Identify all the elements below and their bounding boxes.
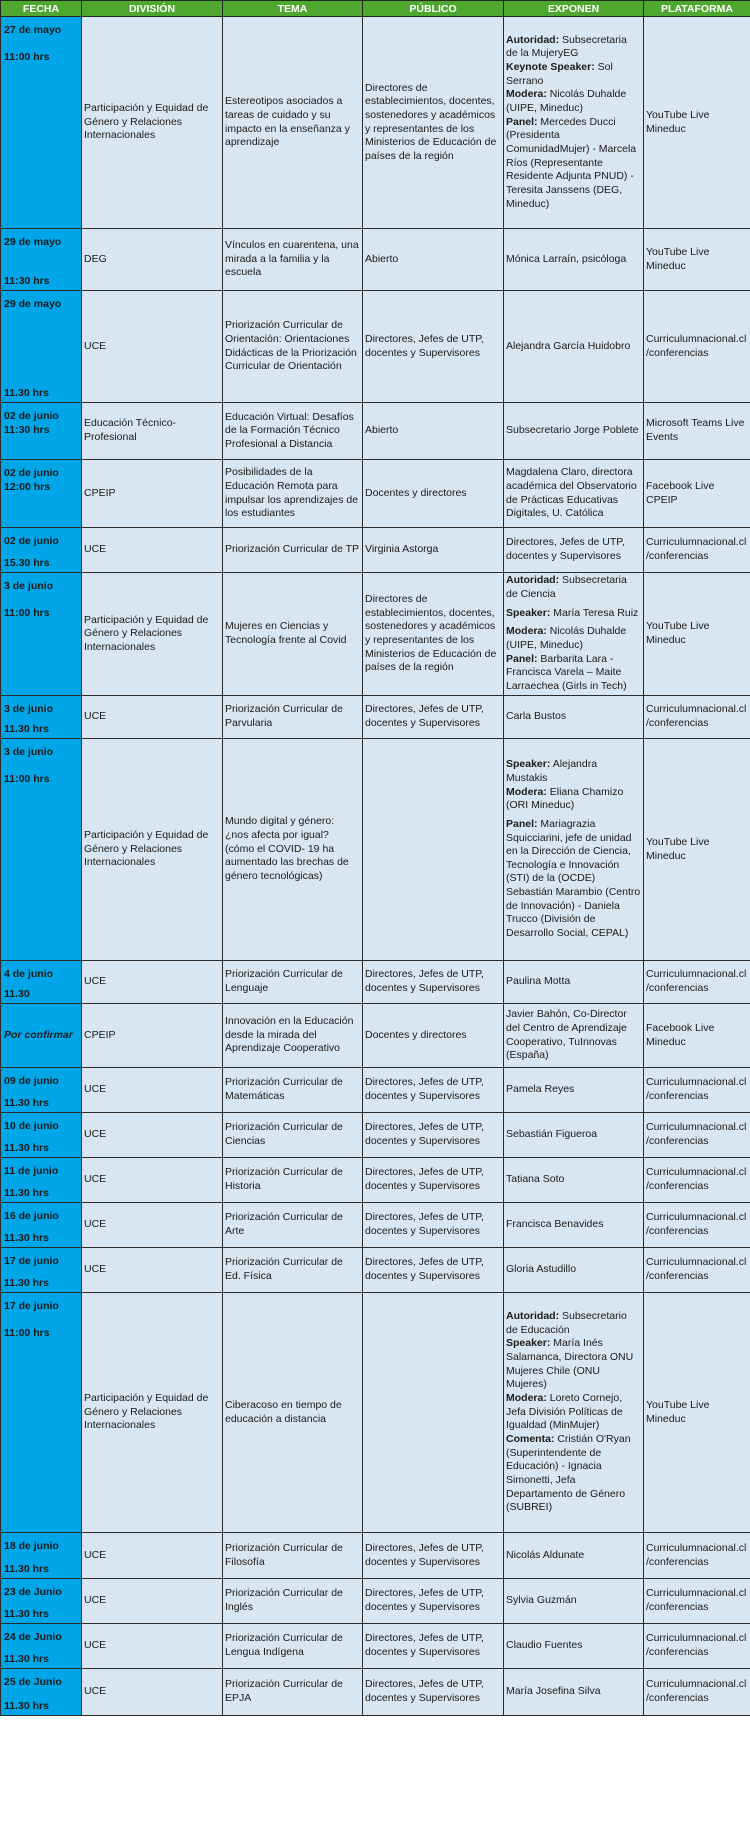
publico-cell: Directores, Jefes de UTP, docentes y Supervisores: [363, 1533, 504, 1579]
event-time: 11.30 hrs: [4, 1563, 49, 1576]
event-date: Por confirmar: [4, 1028, 73, 1041]
table-row: [1, 229, 750, 291]
publico-cell: Directores, Jefes de UTP, docentes y Supervisores: [363, 1579, 504, 1624]
plataforma-cell: Curriculumnacional.cl /conferencias: [644, 1203, 750, 1248]
plataforma-cell: Curriculumnacional.cl /conferencias: [644, 1248, 750, 1293]
speaker-line: [506, 61, 641, 88]
speaker-line: [506, 88, 641, 115]
fecha-cell: [1, 291, 82, 403]
speaker-line: [506, 1549, 641, 1563]
speaker-line: [506, 1008, 641, 1063]
fecha-cell: [1, 403, 82, 460]
speaker-name: Subsecretario Jorge Poblete: [506, 424, 639, 437]
speaker-line: [506, 253, 641, 267]
speaker-name: Magdalena Claro, directora académica del Observatorio de Prácticas Educativas Digitales, U. Católica: [506, 466, 637, 520]
division-cell: Participación y Equidad de Género y Relaciones Internacionales: [82, 1293, 223, 1533]
plataforma-cell: Microsoft Teams Live Events: [644, 403, 750, 460]
speaker-line: [506, 574, 641, 601]
publico-cell: Directores de establecimientos, docentes, sostenedores y académicos y representantes de los Ministerios de Educación de países de la región: [363, 17, 504, 229]
event-time: 11:30 hrs: [4, 275, 50, 288]
event-time: 11.30 hrs: [4, 1653, 49, 1666]
division-cell: CPEIP: [82, 1004, 223, 1068]
speaker-role: Panel:: [506, 817, 538, 830]
speaker-role: Speaker:: [506, 1337, 551, 1350]
publico-cell: Directores, Jefes de UTP, docentes y Supervisores: [363, 1158, 504, 1203]
exponen-cell: [504, 1624, 644, 1669]
plataforma-cell: Facebook Live CPEIP: [644, 460, 750, 528]
exponen-cell: [504, 961, 644, 1004]
event-date: 11 de junio: [4, 1165, 59, 1177]
table-row: [1, 573, 750, 696]
tema-cell: Ciberacoso en tiempo de educación a distancia: [223, 1293, 363, 1533]
division-cell: UCE: [82, 1624, 223, 1669]
event-time: 15.30 hrs: [4, 557, 50, 570]
division-cell: DEG: [82, 229, 223, 291]
speaker-role: Comenta:: [506, 1432, 555, 1445]
division-cell: UCE: [82, 1248, 223, 1293]
speaker-role: Speaker:: [506, 606, 551, 619]
speaker-line: [506, 116, 641, 211]
header-exponen: EXPONEN: [504, 1, 644, 17]
speaker-name: Javier Bahón, Co-Director del Centro de Aprendizaje Cooperativo, TuInnovas (España): [506, 1008, 627, 1062]
speaker-role: Keynote Speaker:: [506, 61, 595, 74]
plataforma-cell: Curriculumnacional.cl /conferencias: [644, 1158, 750, 1203]
tema-cell: Priorización Curricular de Orientación: Orientaciones Didácticas de la Priorización Curricular de Orientación: [223, 291, 363, 403]
division-cell: Participación y Equidad de Género y Relaciones Internacionales: [82, 17, 223, 229]
exponen-cell: [504, 1158, 644, 1203]
event-time: 11:00 hrs: [4, 607, 50, 619]
plataforma-cell: YouTube Live Mineduc: [644, 739, 750, 961]
speaker-name: Alejandra García Huidobro: [506, 339, 631, 352]
event-time: 11.30 hrs: [4, 1187, 49, 1200]
speaker-line: [506, 1310, 641, 1337]
plataforma-cell: Curriculumnacional.cl /conferencias: [644, 291, 750, 403]
speaker-line: [506, 653, 641, 694]
plataforma-cell: Curriculumnacional.cl /conferencias: [644, 1669, 750, 1716]
publico-cell: Docentes y directores: [363, 460, 504, 528]
speaker-name: Mercedes Ducci (Presidenta ComunidadMujer) - Marcela Ríos (Representante Residente Adjunta PNUD) - Teresita Janssens (DEG, Mineduc): [506, 115, 637, 210]
speaker-line: [506, 466, 641, 521]
plataforma-cell: YouTube Live Mineduc: [644, 573, 750, 696]
table-row: [1, 1203, 750, 1248]
plataforma-cell: Curriculumnacional.cl /conferencias: [644, 528, 750, 573]
tema-cell: Innovación en la Educación desde la mirada del Aprendizaje Cooperativo: [223, 1004, 363, 1068]
exponen-cell: [504, 1068, 644, 1113]
event-time: 11.30 hrs: [4, 1608, 49, 1621]
header-division: DIVISIÓN: [82, 1, 223, 17]
table-row: [1, 528, 750, 573]
speaker-name: Sebastián Figueroa: [506, 1128, 598, 1141]
exponen-cell: [504, 528, 644, 573]
publico-cell: Directores, Jefes de UTP, docentes y Supervisores: [363, 1669, 504, 1716]
publico-cell: Abierto: [363, 229, 504, 291]
tema-cell: Priorización Curricular de Parvularia: [223, 696, 363, 739]
table-row: [1, 739, 750, 961]
division-cell: CPEIP: [82, 460, 223, 528]
event-date: 3 de junio: [4, 580, 54, 592]
speaker-line: [506, 1218, 641, 1232]
speaker-name: Loreto Cornejo, Jefa División Políticas de Igualdad (MinMujer): [506, 1392, 623, 1432]
fecha-cell: [1, 1248, 82, 1293]
plataforma-cell: Facebook Live Mineduc: [644, 1004, 750, 1068]
event-date: 09 de junio: [4, 1075, 59, 1087]
publico-cell: Directores, Jefes de UTP, docentes y Supervisores: [363, 1203, 504, 1248]
table-row: [1, 1113, 750, 1158]
division-cell: Participación y Equidad de Género y Relaciones Internacionales: [82, 739, 223, 961]
speaker-name: Directores, Jefes de UTP, docentes y Supervisores: [506, 536, 625, 562]
tema-cell: Mundo digital y género: ¿nos afecta por igual? (cómo el COVID- 19 ha aumentado las brechas de género tecnológicas): [223, 739, 363, 961]
event-time: 11:00 hrs: [4, 51, 50, 63]
exponen-cell: [504, 739, 644, 961]
event-date: 27 de mayo: [4, 24, 62, 36]
tema-cell: Priorización Curricular de EPJA: [223, 1669, 363, 1716]
event-date: 25 de Junio: [4, 1676, 62, 1688]
publico-cell: Directores de establecimientos, docentes, sostenedores y académicos y representantes de los Ministerios de Educación de países de la región: [363, 573, 504, 696]
speaker-line: [506, 1083, 641, 1097]
speaker-name: Nicolás Aldunate: [506, 1548, 585, 1561]
publico-cell: Directores, Jefes de UTP, docentes y Supervisores: [363, 1113, 504, 1158]
table-row: [1, 291, 750, 403]
speaker-name: María Teresa Ruiz: [550, 606, 639, 619]
fecha-cell: [1, 460, 82, 528]
event-time: 11.30: [4, 988, 30, 1001]
publico-cell: Directores, Jefes de UTP, docentes y Supervisores: [363, 291, 504, 403]
tema-cell: Posibilidades de la Educación Remota para impulsar los aprendizajes de los estudiantes: [223, 460, 363, 528]
speaker-role: Panel:: [506, 652, 538, 665]
speaker-name: Francisca Benavides: [506, 1218, 604, 1231]
table-row: [1, 460, 750, 528]
publico-cell: Directores, Jefes de UTP, docentes y Supervisores: [363, 1068, 504, 1113]
tema-cell: Priorización Curricular de Lengua Indígena: [223, 1624, 363, 1669]
plataforma-cell: Curriculumnacional.cl /conferencias: [644, 1624, 750, 1669]
header-fecha: FECHA: [1, 1, 82, 17]
fecha-cell: [1, 739, 82, 961]
fecha-cell: [1, 1158, 82, 1203]
plataforma-cell: Curriculumnacional.cl /conferencias: [644, 1113, 750, 1158]
event-time: 11.30 hrs: [4, 1700, 49, 1713]
exponen-cell: [504, 1579, 644, 1624]
publico-cell: Abierto: [363, 403, 504, 460]
event-date: 3 de junio: [4, 703, 54, 715]
division-cell: UCE: [82, 1068, 223, 1113]
table-row: [1, 696, 750, 739]
speaker-line: [506, 424, 641, 438]
speaker-name: Claudio Fuentes: [506, 1639, 583, 1652]
header-plataforma: PLATAFORMA: [644, 1, 750, 17]
plataforma-cell: YouTube Live Mineduc: [644, 229, 750, 291]
event-time: 12:00 hrs: [4, 481, 51, 493]
division-cell: Participación y Equidad de Género y Relaciones Internacionales: [82, 573, 223, 696]
fecha-cell: [1, 17, 82, 229]
plataforma-cell: Curriculumnacional.cl /conferencias: [644, 961, 750, 1004]
exponen-cell: [504, 403, 644, 460]
table-row: [1, 1293, 750, 1533]
table-row: [1, 1158, 750, 1203]
speaker-line: [506, 1594, 641, 1608]
publico-cell: Directores, Jefes de UTP, docentes y Supervisores: [363, 696, 504, 739]
tema-cell: Priorización Curricular de Ed. Física: [223, 1248, 363, 1293]
speaker-role: Autoridad:: [506, 574, 560, 587]
speaker-line: [506, 1337, 641, 1392]
fecha-cell: [1, 1113, 82, 1158]
publico-cell: [363, 1293, 504, 1533]
speaker-line: [506, 758, 641, 785]
speaker-name: María Inés Salamanca, Directora ONU Mujeres Chile (ONU Mujeres): [506, 1337, 634, 1391]
exponen-cell: [504, 291, 644, 403]
speaker-role: Modera:: [506, 625, 547, 638]
speaker-name: Barbarita Lara - Francisca Varela – Maite Larraechea (Girls in Tech): [506, 652, 627, 692]
speaker-line: [506, 1685, 641, 1699]
fecha-cell: [1, 1624, 82, 1669]
table-row: [1, 1669, 750, 1716]
fecha-cell: [1, 528, 82, 573]
division-cell: Educación Técnico-Profesional: [82, 403, 223, 460]
exponen-cell: [504, 460, 644, 528]
publico-cell: Directores, Jefes de UTP, docentes y Supervisores: [363, 961, 504, 1004]
speaker-name: Subsecretario de Educación: [506, 1310, 627, 1336]
fecha-cell: [1, 229, 82, 291]
fecha-cell: [1, 573, 82, 696]
fecha-cell: [1, 1203, 82, 1248]
event-date: 17 de junio: [4, 1300, 59, 1312]
event-date: 23 de Junio: [4, 1586, 62, 1598]
table-row: [1, 1533, 750, 1579]
event-date: 02 de junio: [4, 467, 59, 479]
event-date: 02 de junio: [4, 410, 59, 422]
publico-cell: Directores, Jefes de UTP, docentes y Supervisores: [363, 1248, 504, 1293]
tema-cell: Estereotipos asociados a tareas de cuidado y su impacto en la enseñanza y aprendizaje: [223, 17, 363, 229]
event-time: 11.30 hrs: [4, 1142, 49, 1155]
table-row: [1, 1004, 750, 1068]
publico-cell: Virginia Astorga: [363, 528, 504, 573]
fecha-cell: [1, 1533, 82, 1579]
table-row: [1, 1068, 750, 1113]
speaker-name: Gloria Astudillo: [506, 1263, 577, 1276]
speaker-name: Cristián O'Ryan (Superintendente de Educación) - Ignacia Simonetti, Jefa Departamento de Género (SUBREI): [506, 1432, 631, 1514]
exponen-cell: [504, 1113, 644, 1158]
event-time: 11.30 hrs: [4, 387, 49, 400]
speaker-line: [506, 536, 641, 563]
speaker-line: [506, 625, 641, 652]
speaker-role: Modera:: [506, 785, 547, 798]
speaker-line: [506, 340, 641, 354]
exponen-cell: [504, 573, 644, 696]
speaker-line: [506, 1128, 641, 1142]
event-time: 11.30 hrs: [4, 723, 49, 736]
speaker-role: Modera:: [506, 1392, 547, 1405]
speaker-name: Tatiana Soto: [506, 1173, 565, 1186]
table-row: [1, 961, 750, 1004]
fecha-cell: [1, 696, 82, 739]
speaker-name: Mariagrazia Squicciarini, jefe de unidad en la Dirección de Ciencia, Tecnología e Innovación (STI) de la (OCDE) Sebastián Marambio (Centro de Innovación) - Daniela Trucco (División de Desarrollo Social, CEPAL): [506, 817, 641, 940]
tema-cell: Educación Virtual: Desafíos de la Formación Técnico Profesional a Distancia: [223, 403, 363, 460]
plataforma-cell: YouTube Live Mineduc: [644, 1293, 750, 1533]
exponen-cell: [504, 17, 644, 229]
event-time: 11:30 hrs: [4, 424, 50, 436]
tema-cell: Priorización Curricular de Historia: [223, 1158, 363, 1203]
tema-cell: Vínculos en cuarentena, una mirada a la familia y la escuela: [223, 229, 363, 291]
speaker-line: [506, 1392, 641, 1433]
exponen-cell: [504, 696, 644, 739]
exponen-cell: [504, 1293, 644, 1533]
speaker-name: Carla Bustos: [506, 710, 567, 723]
speaker-role: Autoridad:: [506, 1310, 560, 1323]
tema-cell: Priorización Curricular de TP: [223, 528, 363, 573]
fecha-cell: [1, 1579, 82, 1624]
division-cell: UCE: [82, 1203, 223, 1248]
speaker-name: Nicolás Duhalde (UIPE, Mineduc): [506, 625, 627, 651]
plataforma-cell: Curriculumnacional.cl /conferencias: [644, 1579, 750, 1624]
speaker-name: Pamela Reyes: [506, 1083, 575, 1096]
division-cell: UCE: [82, 1113, 223, 1158]
table-row: [1, 1579, 750, 1624]
speaker-role: Modera:: [506, 88, 547, 101]
event-time: 11:00 hrs: [4, 1327, 50, 1339]
table-row: [1, 17, 750, 229]
header-publico: PÚBLICO: [363, 1, 504, 17]
division-cell: UCE: [82, 528, 223, 573]
exponen-cell: [504, 1248, 644, 1293]
speaker-name: Sol Serrano: [506, 61, 613, 87]
division-cell: UCE: [82, 1158, 223, 1203]
table-row: [1, 1248, 750, 1293]
tema-cell: Priorización Curricular de Filosofía: [223, 1533, 363, 1579]
plataforma-cell: Curriculumnacional.cl /conferencias: [644, 696, 750, 739]
fecha-cell: [1, 1004, 82, 1068]
division-cell: UCE: [82, 961, 223, 1004]
division-cell: UCE: [82, 696, 223, 739]
event-time: 11:00 hrs: [4, 773, 50, 785]
speaker-role: Autoridad:: [506, 33, 560, 46]
table-row: [1, 1624, 750, 1669]
header-tema: TEMA: [223, 1, 363, 17]
exponen-cell: [504, 1533, 644, 1579]
speaker-line: [506, 818, 641, 941]
speaker-line: [506, 1173, 641, 1187]
speaker-name: Eliana Chamizo (ORI Mineduc): [506, 785, 624, 812]
event-date: 29 de mayo: [4, 298, 62, 310]
plataforma-cell: Curriculumnacional.cl /conferencias: [644, 1533, 750, 1579]
fecha-cell: [1, 961, 82, 1004]
event-date: 17 de junio: [4, 1255, 59, 1267]
event-date: 4 de junio: [4, 968, 54, 980]
header-row: [1, 1, 750, 17]
tema-cell: Priorización Curricular de Matemáticas: [223, 1068, 363, 1113]
speaker-name: Mónica Larraín, psicóloga: [506, 252, 627, 265]
event-date: 10 de junio: [4, 1120, 59, 1132]
speaker-name: Nicolás Duhalde (UIPE, Mineduc): [506, 88, 627, 115]
division-cell: UCE: [82, 1669, 223, 1716]
fecha-cell: [1, 1669, 82, 1716]
tema-cell: Priorización Curricular de Ciencias: [223, 1113, 363, 1158]
speaker-name: Sylvia Guzmán: [506, 1594, 577, 1607]
speaker-name: María Josefina Silva: [506, 1685, 601, 1698]
tema-cell: Priorización Curricular de Lenguaje: [223, 961, 363, 1004]
speaker-line: [506, 1263, 641, 1277]
event-date: 16 de junio: [4, 1210, 59, 1222]
division-cell: UCE: [82, 291, 223, 403]
speaker-name: Subsecretaria de Ciencia: [506, 574, 627, 601]
publico-cell: [363, 739, 504, 961]
exponen-cell: [504, 1004, 644, 1068]
speaker-name: Paulina Motta: [506, 975, 571, 988]
event-date: 18 de junio: [4, 1540, 59, 1552]
event-time: 11.30 hrs: [4, 1277, 49, 1290]
division-cell: UCE: [82, 1579, 223, 1624]
division-cell: UCE: [82, 1533, 223, 1579]
speaker-name: Subsecretaria de la MujeryEG: [506, 33, 627, 60]
speaker-line: [506, 607, 641, 621]
table-row: [1, 403, 750, 460]
fecha-cell: [1, 1068, 82, 1113]
event-date: 3 de junio: [4, 746, 54, 758]
speaker-line: [506, 34, 641, 61]
publico-cell: Docentes y directores: [363, 1004, 504, 1068]
tema-cell: Priorización Curricular de Arte: [223, 1203, 363, 1248]
tema-cell: Priorización Curricular de Inglés: [223, 1579, 363, 1624]
speaker-role: Panel:: [506, 115, 538, 128]
event-date: 02 de junio: [4, 535, 59, 547]
event-date: 29 de mayo: [4, 236, 62, 248]
exponen-cell: [504, 1669, 644, 1716]
event-time: 11.30 hrs: [4, 1097, 49, 1110]
event-time: 11.30 hrs: [4, 1232, 49, 1245]
exponen-cell: [504, 1203, 644, 1248]
tema-cell: Mujeres en Ciencias y Tecnología frente al Covid: [223, 573, 363, 696]
fecha-cell: [1, 1293, 82, 1533]
speaker-name: Alejandra Mustakis: [506, 758, 598, 784]
speaker-line: [506, 710, 641, 724]
speaker-line: [506, 1433, 641, 1515]
exponen-cell: [504, 229, 644, 291]
speaker-line: [506, 786, 641, 813]
event-date: 24 de Junio: [4, 1631, 62, 1643]
speaker-line: [506, 1639, 641, 1653]
plataforma-cell: Curriculumnacional.cl /conferencias: [644, 1068, 750, 1113]
speaker-line: [506, 975, 641, 989]
plataforma-cell: YouTube Live Mineduc: [644, 17, 750, 229]
speaker-role: Speaker:: [506, 758, 551, 771]
publico-cell: Directores, Jefes de UTP, docentes y Supervisores: [363, 1624, 504, 1669]
